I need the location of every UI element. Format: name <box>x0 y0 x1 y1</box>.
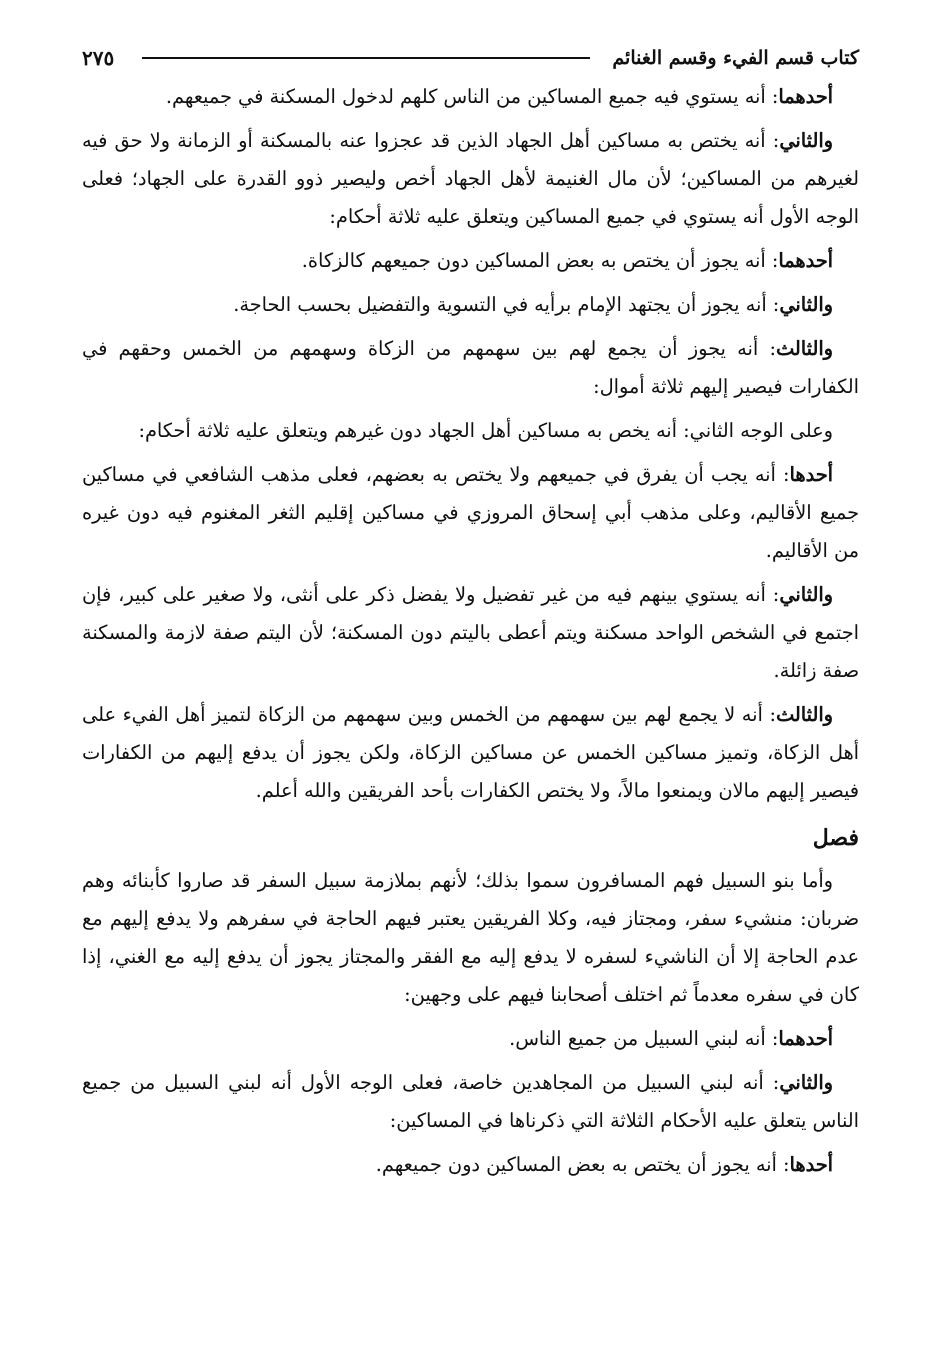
paragraph-text: : أنه يستوي فيه جميع المساكين من الناس كلهم لدخول المسكنة في جميعهم. <box>165 85 779 108</box>
paragraph <box>82 456 859 570</box>
paragraph-text: وعلى الوجه الثاني: أنه يخص به مساكين أهل الجهاد دون غيرهم ويتعلق عليه ثلاثة أحكام: <box>138 419 833 442</box>
paragraph-lead: والثالث <box>775 337 833 360</box>
paragraph-text: : أنه لبني السبيل من المجاهدين خاصة، فعلى الوجه الأول أنه لبني السبيل من جميع الناس يتعلق عليه الأحكام الثلاثة التي ذكرناها في المساكين: <box>82 1071 859 1132</box>
paragraph <box>82 330 859 406</box>
paragraph <box>82 1064 859 1140</box>
paragraph <box>82 412 859 450</box>
paragraph-text: : أنه يجوز أن يختص به بعض المساكين دون جميعهم. <box>375 1153 790 1176</box>
paragraph-text: : أنه يجب أن يفرق في جميعهم ولا يختص به بعضهم، فعلى مذهب الشافعي في مساكين جميع الأقاليم، وعلى مذهب أبي إسحاق المروزي في مساكين إقليم الثغر المغنوم فيه دون غيره من الأقاليم. <box>82 463 859 562</box>
body-text <box>82 78 859 1184</box>
paragraph-text: : أنه يجوز أن يجتهد الإمام برأيه في التسوية والتفضيل بحسب الحاجة. <box>233 293 780 316</box>
top-section <box>82 78 859 810</box>
bottom-section <box>82 862 859 1184</box>
paragraph-text: : أنه يختص به مساكين أهل الجهاد الذين قد عجزوا عنه بالمسكنة أو الزمانة ولا حق فيه لغيرهم من المساكين؛ لأن مال الغنيمة لأهل الجهاد أخص وليصير ذوو القدرة على الجهاد؛ فعلى الوجه الأول أنه يستوي في جميع المساكين ويتعلق عليه ثلاثة أحكام: <box>82 129 859 228</box>
section-title: فصل <box>812 825 859 851</box>
paragraph-text: وأما بنو السبيل فهم المسافرون سموا بذلك؛ لأنهم بملازمة سبيل السفر قد صاروا كأبنائه وهم ضربان: منشيء سفر، ومجتاز فيه، وكلا الفريقين يعتبر فيهم الحاجة في سفرهم ولا يدفع إليهم مع عدم الحاجة إلا أن الناشيء لسفره لا يدفع إليه مع الفقر والمجتاز يجوز أن يدفع إليه مع الغني، إذا كان في سفره معدماً ثم اختلف أصحابنا فيهم على وجهين: <box>82 869 859 1006</box>
paragraph-lead: والثاني <box>779 129 833 152</box>
paragraph-lead: أحدها <box>789 1153 833 1176</box>
paragraph <box>82 696 859 810</box>
paragraph <box>82 286 859 324</box>
paragraph-lead: والثالث <box>775 703 833 726</box>
paragraph-text: : أنه يجوز أن يختص به بعض المساكين دون جميعهم كالزكاة. <box>301 249 779 272</box>
paragraph-lead: أحدهما <box>778 249 833 272</box>
header-rule <box>142 57 590 59</box>
paragraph-lead: والثاني <box>779 1071 833 1094</box>
paragraph <box>82 242 859 280</box>
paragraph-text: : أنه يجوز أن يجمع لهم بين سهمهم من الزكاة وسهمهم من الخمس وحقهم في الكفارات فيصير إليهم ثلاثة أموال: <box>82 337 859 398</box>
paragraph-lead: أحدها <box>789 463 833 486</box>
paragraph-lead: أحدهما <box>778 85 833 108</box>
paragraph <box>82 862 859 1014</box>
paragraph <box>82 1020 859 1058</box>
page-number: ٢٧٥ <box>82 46 115 70</box>
paragraph-lead: أحدهما <box>778 1027 833 1050</box>
paragraph <box>82 122 859 236</box>
paragraph-text: : أنه لبني السبيل من جميع الناس. <box>509 1027 779 1050</box>
paragraph <box>82 576 859 690</box>
paragraph <box>82 1146 859 1184</box>
paragraph-lead: والثاني <box>779 583 833 606</box>
book-title: كتاب قسم الفيء وقسم الغنائم <box>612 47 859 69</box>
paragraph-text: : أنه لا يجمع لهم بين سهمهم من الخمس وبين سهمهم من الزكاة لتميز أهل الفيء على أهل الزكاة، وتميز مساكين الخمس عن مساكين الزكاة، ولكن يجوز أن يدفع إليهم من الكفارات فيصير إليهم مالان ويمنعوا مالاً، ولا يختص الكفارات بأحد الفريقين والله أعلم. <box>82 703 859 802</box>
paragraph-lead: والثاني <box>779 293 833 316</box>
running-header <box>82 38 859 78</box>
paragraph <box>82 78 859 116</box>
paragraph-text: : أنه يستوي بينهم فيه من غير تفضيل ولا يفضل ذكر على أنثى، ولا صغير على كبير، فإن اجتمع في الشخص الواحد مسكنة ويتم أعطى باليتم دون المسكنة؛ لأن اليتم صفة لازمة والمسكنة صفة زائلة. <box>82 583 859 682</box>
